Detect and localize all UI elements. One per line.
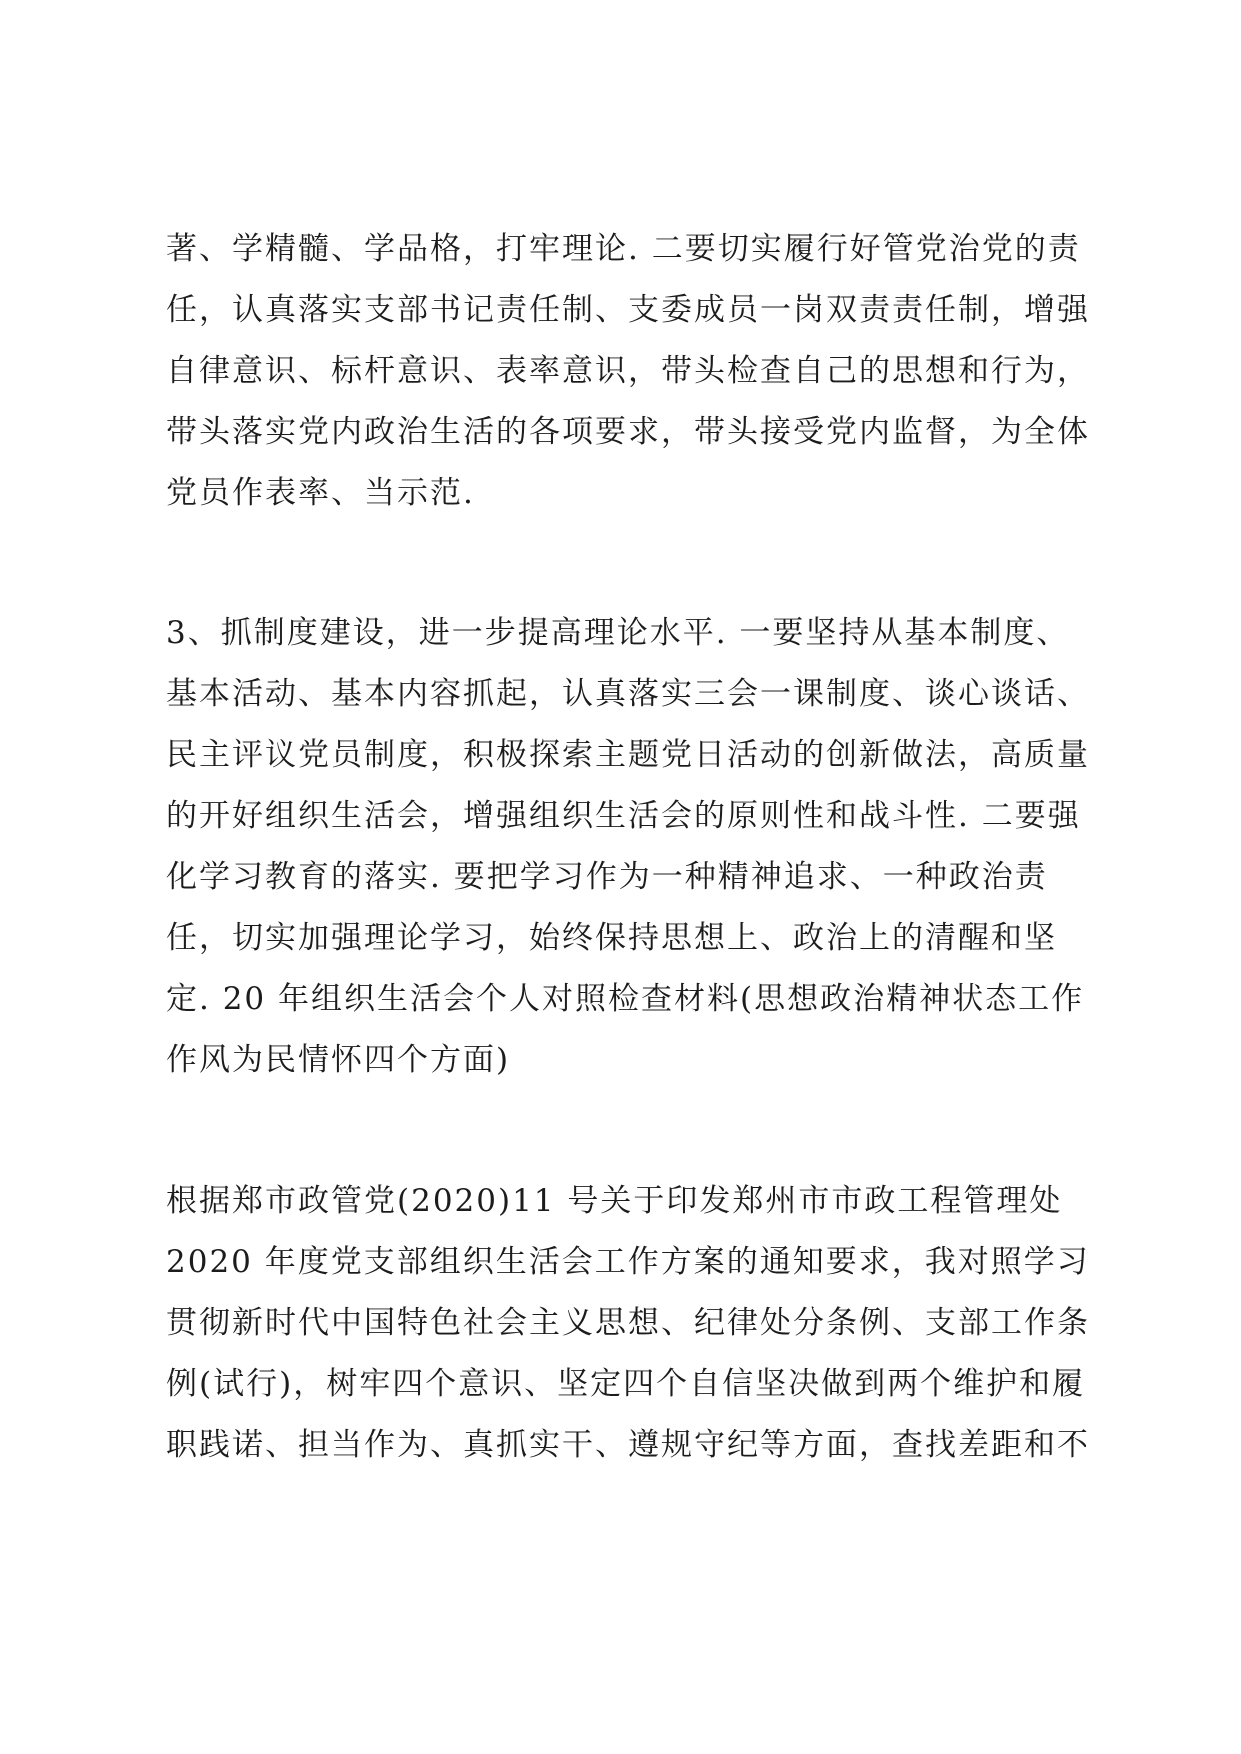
text-line: 2020 年度党支部组织生活会工作方案的通知要求，我对照学习	[166, 1244, 1090, 1280]
text-line: 自律意识、标杆意识、表率意识，带头检查自己的思想和行为，	[166, 353, 1090, 389]
text-line: 著、学精髓、学品格，打牢理论. 二要切实履行好管党治党的责	[166, 231, 1081, 267]
paragraph-notice-reference	[166, 1171, 1096, 1476]
text-line: 例(试行)，树牢四个意识、坚定四个自信坚决做到两个维护和履	[166, 1366, 1086, 1402]
text-line: 任，认真落实支部书记责任制、支委成员一岗双责责任制，增强	[166, 292, 1090, 328]
text-line: 基本活动、基本内容抓起，认真落实三会一课制度、谈心谈话、	[166, 676, 1090, 712]
paragraph-responsibility	[166, 219, 1096, 524]
text-line: 职践诺、担当作为、真抓实干、遵规守纪等方面，查找差距和不	[166, 1427, 1090, 1463]
text-line: 的开好组织生活会，增强组织生活会的原则性和战斗性. 二要强	[166, 798, 1081, 834]
text-line: 贯彻新时代中国特色社会主义思想、纪律处分条例、支部工作条	[166, 1305, 1090, 1341]
text-line: 化学习教育的落实. 要把学习作为一种精神追求、一种政治责	[166, 859, 1048, 895]
text-line: 党员作表率、当示范.	[166, 475, 475, 511]
text-line: 根据郑市政管党(2020)11 号关于印发郑州市市政工程管理处	[166, 1183, 1063, 1219]
text-line: 3、抓制度建设，进一步提高理论水平. 一要坚持从基本制度、	[166, 615, 1070, 651]
text-line: 定. 20 年组织生活会个人对照检查材料(思想政治精神状态工作	[166, 981, 1085, 1017]
text-line: 民主评议党员制度，积极探索主题党日活动的创新做法，高质量	[166, 737, 1090, 773]
text-line: 任，切实加强理论学习，始终保持思想上、政治上的清醒和坚	[166, 920, 1057, 956]
text-line: 作风为民情怀四个方面)	[166, 1042, 511, 1078]
paragraph-system-building	[166, 603, 1096, 1091]
text-line: 带头落实党内政治生活的各项要求，带头接受党内监督，为全体	[166, 414, 1090, 450]
